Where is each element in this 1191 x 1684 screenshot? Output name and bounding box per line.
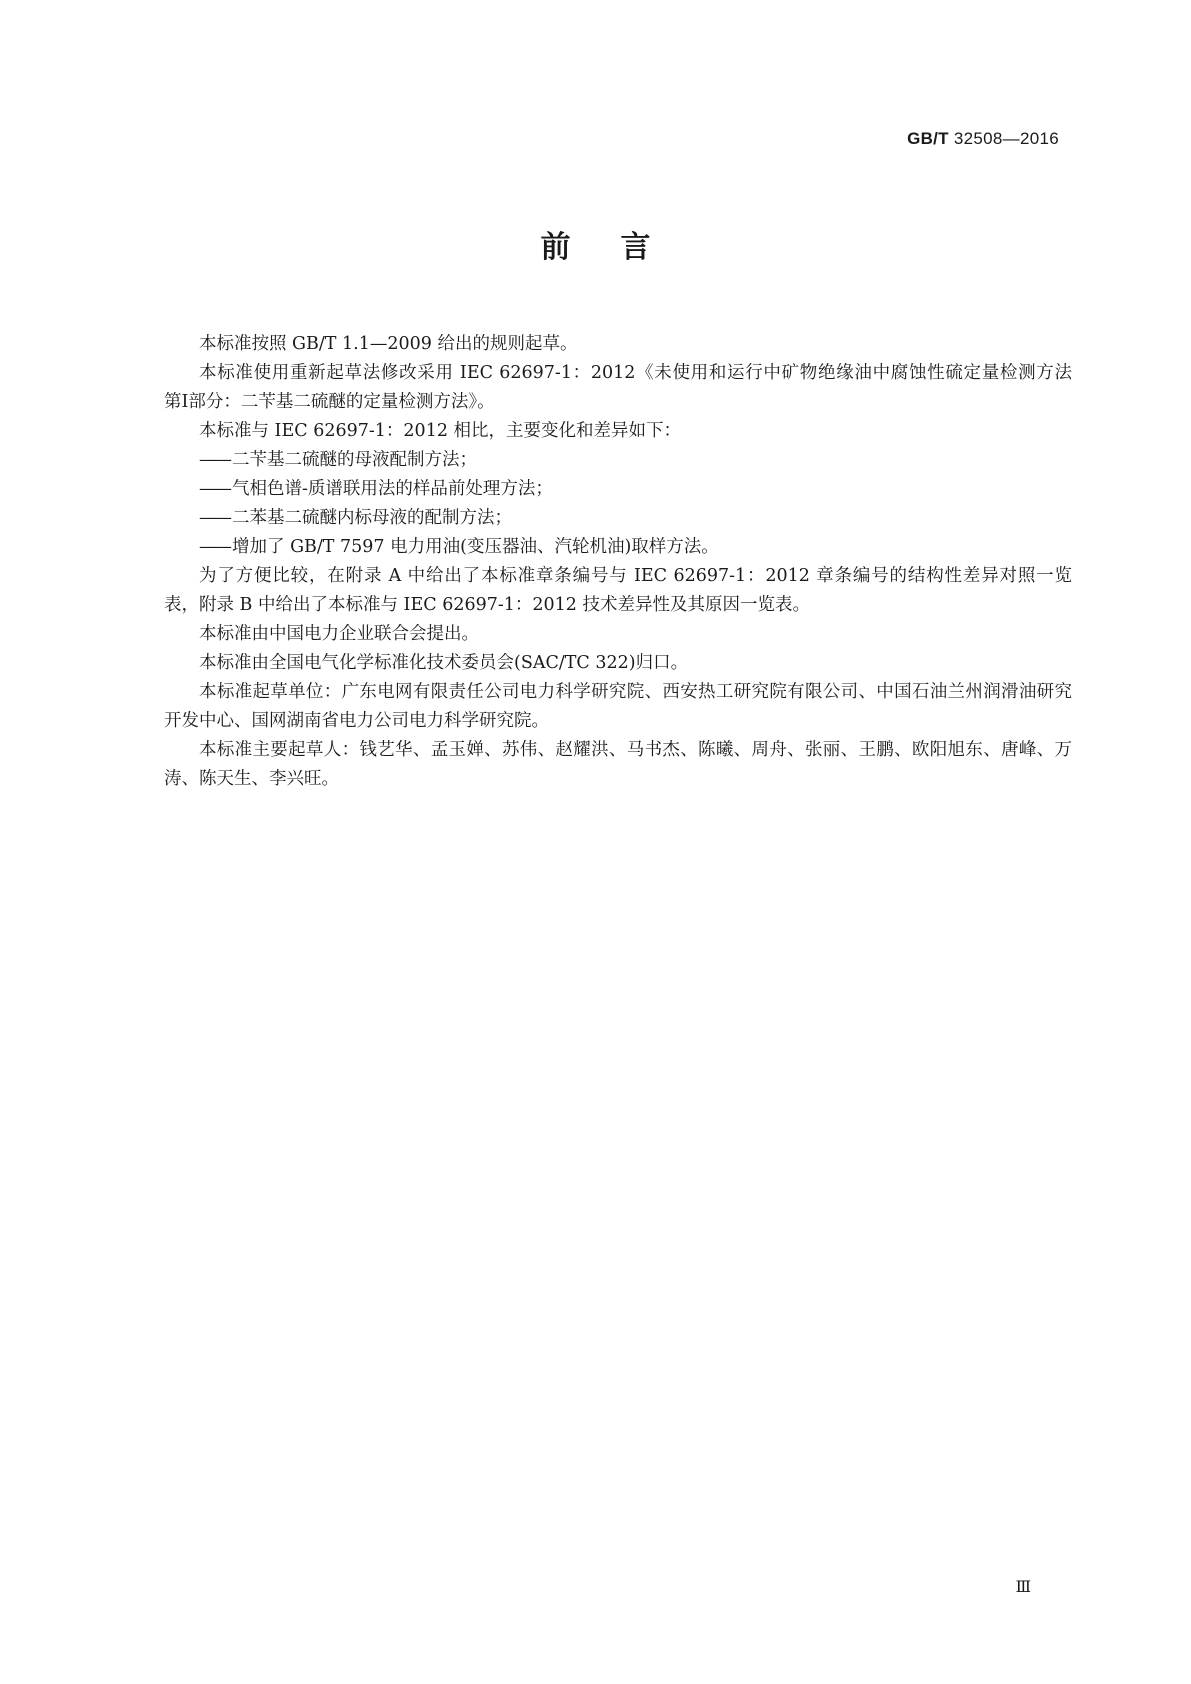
paragraph-annex-comparison: 为了方便比较，在附录 A 中给出了本标准章条编号与 IEC 62697-1：2012 章条编号的结构性差异对照一览表，附录 B 中给出了本标准与 IEC 62697-1：2012 技术差异性及其原因一览表。 bbox=[164, 566, 1072, 615]
document-body bbox=[164, 330, 1090, 794]
paragraph-drafting-rules: 本标准按照 GB/T 1.1—2009 给出的规则起草。 bbox=[199, 334, 578, 354]
list-dash: —— bbox=[199, 479, 230, 499]
list-dash: —— bbox=[199, 508, 230, 528]
paragraph-drafting-units: 本标准起草单位：广东电网有限责任公司电力科学研究院、西安热工研究院有限公司、中国石油兰州润滑油研究开发中心、国网湖南省电力公司电力科学研究院。 bbox=[164, 682, 1072, 731]
list-item bbox=[164, 475, 1072, 504]
list-item bbox=[164, 504, 1072, 533]
paragraph-adoption: 本标准使用重新起草法修改采用 IEC 62697-1：2012《未使用和运行中矿物绝缘油中腐蚀性硫定量检测方法 第Ⅰ部分：二苄基二硫醚的定量检测方法》。 bbox=[164, 363, 1090, 412]
standard-prefix: GB/T bbox=[907, 129, 949, 148]
list-item bbox=[164, 533, 1072, 562]
paragraph-committee: 本标准由全国电气化学标准化技术委员会(SAC/TC 322)归口。 bbox=[199, 653, 689, 673]
list-item-text: 气相色谱-质谱联用法的样品前处理方法； bbox=[232, 479, 553, 499]
paragraph-drafters: 本标准主要起草人：钱艺华、孟玉婵、苏伟、赵耀洪、马书杰、陈曦、周舟、张丽、王鹏、欧阳旭东、唐峰、万涛、陈天生、李兴旺。 bbox=[164, 740, 1072, 789]
list-item-text: 二苯基二硫醚内标母液的配制方法； bbox=[232, 508, 512, 528]
list-item-text: 二苄基二硫醚的母液配制方法； bbox=[232, 450, 477, 470]
paragraph-proposer: 本标准由中国电力企业联合会提出。 bbox=[199, 624, 479, 644]
list-item-text: 增加了 GB/T 7597 电力用油(变压器油、汽轮机油)取样方法。 bbox=[232, 537, 719, 557]
standard-number bbox=[907, 129, 1059, 149]
page-number: Ⅲ bbox=[1015, 1577, 1031, 1596]
list-dash: —— bbox=[199, 537, 230, 557]
page-title: 前言 bbox=[540, 230, 701, 265]
paragraph-differences-intro: 本标准与 IEC 62697-1：2012 相比，主要变化和差异如下： bbox=[199, 421, 682, 441]
list-dash: —— bbox=[199, 450, 230, 470]
list-item bbox=[164, 446, 1072, 475]
standard-code: 32508—2016 bbox=[953, 129, 1059, 148]
